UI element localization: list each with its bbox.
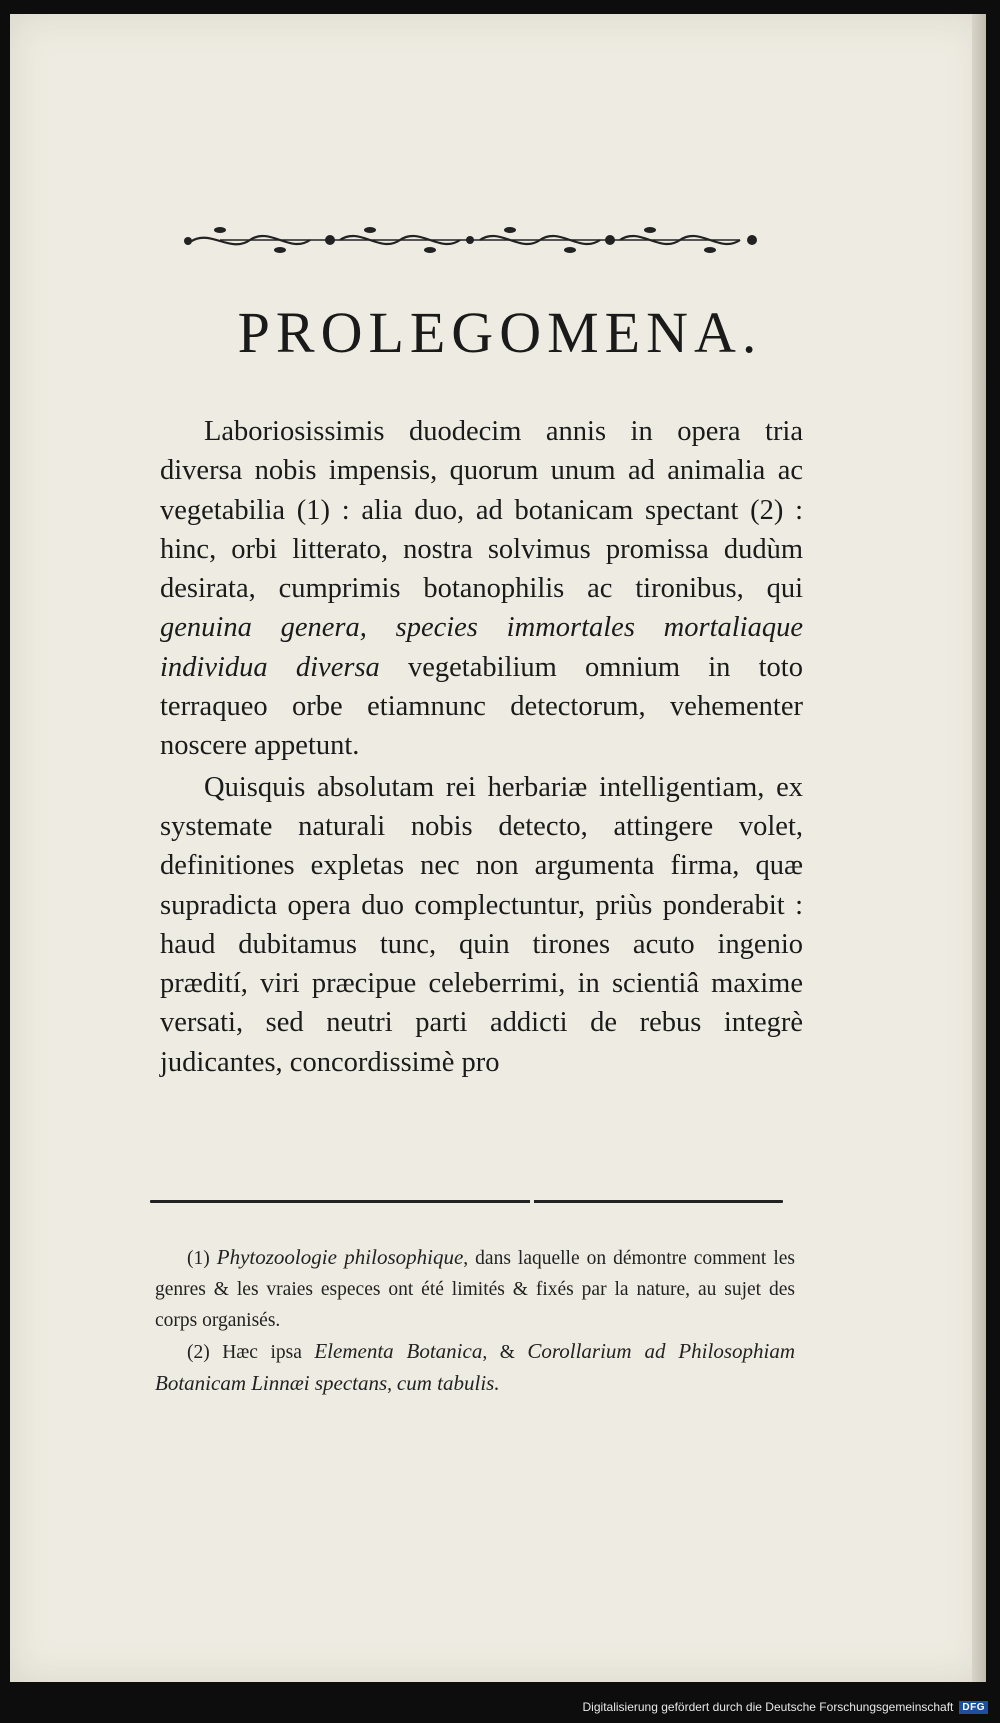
text-run: , &: [482, 1342, 528, 1363]
footnote-2: [155, 1336, 795, 1400]
text-run: (1): [187, 1248, 217, 1269]
book-page: [10, 14, 986, 1682]
dfg-logo-icon: DFG: [959, 1701, 988, 1714]
paragraph-1: [160, 412, 803, 766]
text-run: Laboriosissimis duodecim annis in opera tria diversa nobis impensis, quorum unum ad animalia ac vegetabilia (1) : alia duo, ad botanicam spectant (2) : hinc, orbi litterato, nostra solvimus promissa dudùm desirata, cumprimis botanophilis ac tironibus, qui: [160, 416, 803, 605]
footnote-divider: [150, 1200, 783, 1203]
vine-ornament-icon: [180, 214, 780, 264]
italic-run: genuina genera, species immortales mortaliaque individua diversa: [160, 612, 803, 683]
text-run: ,: [387, 1374, 397, 1395]
text-run: , dans laquelle on démontre comment les genres & les vraies especes ont été limités & fixés par la nature, au sujet des corps organisés.: [155, 1248, 795, 1331]
footer-text: Digitalisierung gefördert durch die Deutsche Forschungsgemeinschaft: [582, 1700, 954, 1714]
paragraph-2: [160, 768, 803, 1082]
italic-run: Phytozoologie philosophique: [216, 1245, 464, 1269]
italic-run: Corollarium ad Philosophiam Botanicam Linnæi spectans: [155, 1339, 795, 1395]
footnotes: [155, 1242, 795, 1400]
italic-run: Elementa Botanica: [314, 1339, 483, 1363]
body-text: [160, 412, 803, 1082]
text-run: (2) Hæc ipsa: [187, 1342, 315, 1363]
footnote-1: [155, 1242, 795, 1336]
text-run: Quisquis absolutam rei herbariæ intelligentiam, ex systemate naturali nobis detecto, attingere volet, definitiones expletas nec non argumenta firma, quæ supradicta opera duo complectuntur, priùs ponderabit : haud dubitamus tunc, quin tirones acuto ingenio prædití, viri præcipue celeberrimi, in scientiâ maxime versati, sed neutri parti addicti de rebus integrè judicantes, concordissimè pro: [160, 771, 803, 1078]
digitization-footer: [583, 1697, 988, 1717]
italic-run: cum tabulis.: [396, 1371, 500, 1395]
page-edge: [972, 14, 986, 1682]
text-run: vegetabilium omnium in toto terraqueo orbe etiamnunc detectorum, vehementer noscere appetunt.: [160, 651, 803, 762]
page-title: PROLEGOMENA.: [237, 300, 763, 365]
